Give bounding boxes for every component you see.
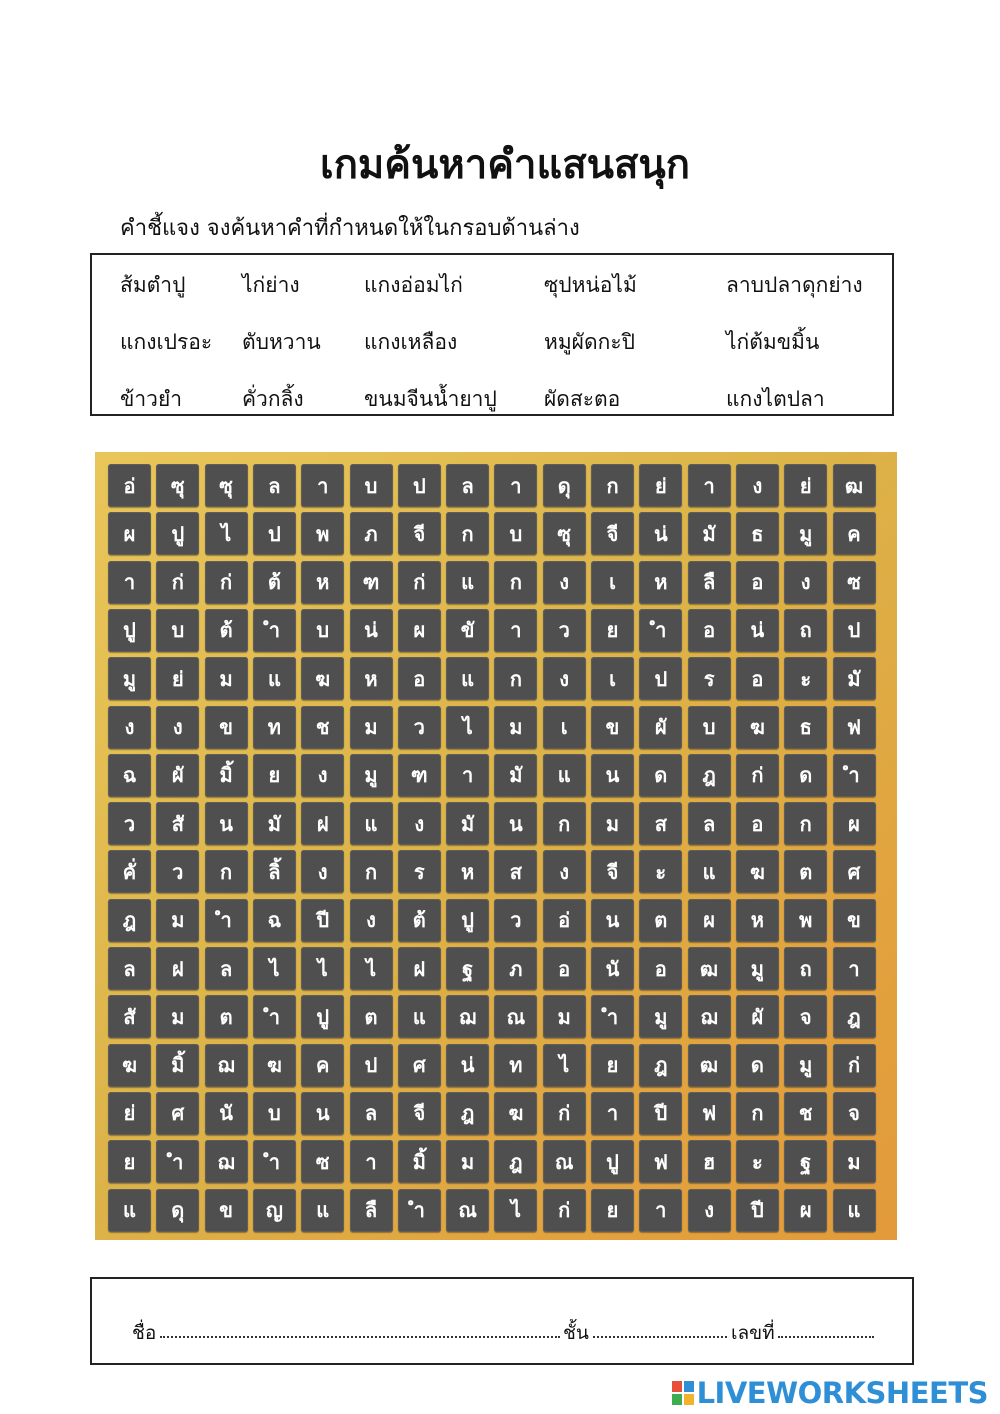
target-word: แกงเปรอะ [120, 330, 213, 354]
grid-cell[interactable]: แ [301, 1189, 344, 1232]
grid-cell[interactable]: ก่ [543, 1092, 586, 1135]
grid-cell[interactable]: ผ [398, 609, 441, 652]
grid-cell[interactable]: า [494, 609, 537, 652]
grid-cell[interactable]: ณ [494, 995, 537, 1038]
grid-cell[interactable]: ง [784, 561, 827, 604]
grid-cell[interactable]: ต้ [398, 899, 441, 942]
grid-cell[interactable]: อ [543, 947, 586, 990]
grid-cell[interactable]: ห [301, 561, 344, 604]
grid-cell[interactable]: ฎ [108, 899, 151, 942]
grid-cell[interactable]: ปู [446, 899, 489, 942]
grid-cell[interactable]: ลิ้ [253, 850, 296, 893]
grid-cell[interactable]: แ [833, 1189, 876, 1232]
target-word: ตับหวาน [242, 330, 321, 354]
grid-cell[interactable]: ณ [543, 1140, 586, 1183]
grid-cell[interactable]: ย [108, 1140, 151, 1183]
class-field[interactable] [593, 1336, 727, 1338]
grid-cell[interactable]: ฌ [688, 995, 731, 1038]
number-label: เลขที่ [731, 1322, 775, 1344]
number-field[interactable] [778, 1336, 874, 1338]
grid-cell[interactable]: ล [108, 947, 151, 990]
grid-cell[interactable]: น [591, 899, 634, 942]
grid-cell[interactable]: ะ [736, 1140, 779, 1183]
grid-cell[interactable]: ณ [446, 1189, 489, 1232]
grid-cell[interactable]: ไ [205, 512, 248, 555]
grid-cell[interactable]: ธ [736, 512, 779, 555]
grid-cell[interactable]: จ [833, 1092, 876, 1135]
grid-cell[interactable]: ง [398, 802, 441, 845]
grid-cell[interactable]: ซุ [156, 464, 199, 507]
grid-cell[interactable]: ฌ [205, 1140, 248, 1183]
grid-cell[interactable]: ดุ [156, 1189, 199, 1232]
grid-cell[interactable]: ป [833, 609, 876, 652]
grid-cell[interactable]: ำ [253, 609, 296, 652]
grid-cell[interactable]: ส [639, 802, 682, 845]
grid-cell[interactable]: ห [350, 657, 393, 700]
grid-cell[interactable]: ว [156, 850, 199, 893]
grid-cell[interactable]: ผ [833, 802, 876, 845]
grid-cell[interactable]: ฉ [108, 754, 151, 797]
grid-cell[interactable]: ล [688, 802, 731, 845]
grid-cell[interactable]: แ [398, 995, 441, 1038]
grid-cell[interactable]: น [591, 754, 634, 797]
grid-cell[interactable]: ง [543, 561, 586, 604]
grid-cell[interactable]: อ [736, 561, 779, 604]
grid-cell[interactable]: ก [350, 850, 393, 893]
grid-cell[interactable]: ท [253, 706, 296, 749]
grid-cell[interactable]: แ [108, 1189, 151, 1232]
grid-cell[interactable]: ง [350, 899, 393, 942]
grid-cell[interactable]: อ [688, 609, 731, 652]
grid-cell[interactable]: ช [784, 1092, 827, 1135]
grid-cell[interactable]: ง [736, 464, 779, 507]
grid-cell[interactable]: ำ [156, 1140, 199, 1183]
grid-cell[interactable]: อ่ [108, 464, 151, 507]
grid-cell[interactable]: ฉ [253, 899, 296, 942]
target-word: หมูผัดกะปิ [544, 330, 635, 354]
grid-cell[interactable]: ย [591, 609, 634, 652]
grid-cell[interactable]: อ [736, 657, 779, 700]
grid-cell[interactable]: บ [688, 706, 731, 749]
grid-cell[interactable]: ก [784, 802, 827, 845]
grid-cell[interactable]: า [591, 1092, 634, 1135]
grid-cell[interactable]: ป [253, 512, 296, 555]
grid-cell[interactable]: คั่ [108, 850, 151, 893]
grid-cell[interactable]: เ [591, 657, 634, 700]
grid-cell[interactable]: มู [639, 995, 682, 1038]
grid-cell[interactable]: ก่ [205, 561, 248, 604]
grid-cell[interactable]: แ [350, 802, 393, 845]
grid-cell[interactable]: ง [108, 706, 151, 749]
grid-cell[interactable]: ห [736, 899, 779, 942]
grid-cell[interactable]: ญ [253, 1189, 296, 1232]
grid-cell[interactable]: แ [543, 754, 586, 797]
grid-cell[interactable]: ข [591, 706, 634, 749]
grid-cell[interactable]: ฆ [108, 1044, 151, 1087]
grid-cell[interactable]: ย่ [156, 657, 199, 700]
grid-cell[interactable]: ฆ [736, 850, 779, 893]
grid-cell[interactable]: พ [301, 512, 344, 555]
grid-cell[interactable]: ฑ [350, 561, 393, 604]
grid-cell[interactable]: ด [736, 1044, 779, 1087]
grid-cell[interactable]: ก่ [156, 561, 199, 604]
grid-cell[interactable]: ย [253, 754, 296, 797]
grid-cell[interactable]: ฆ [494, 1092, 537, 1135]
grid-cell[interactable]: ฟ [833, 706, 876, 749]
grid-cell[interactable]: ข [833, 899, 876, 942]
grid-cell[interactable]: า [688, 464, 731, 507]
grid-cell[interactable]: แ [688, 850, 731, 893]
target-word: ไก่ต้มขมิ้น [726, 330, 820, 354]
grid-cell[interactable]: ธ [784, 706, 827, 749]
grid-cell[interactable]: มั [494, 754, 537, 797]
grid-cell[interactable]: ไ [253, 947, 296, 990]
grid-cell[interactable]: น [301, 1092, 344, 1135]
grid-cell[interactable]: ก [543, 802, 586, 845]
grid-cell[interactable]: ศ [156, 1092, 199, 1135]
word-search-grid [95, 452, 897, 1240]
grid-cell[interactable]: ย่ [639, 464, 682, 507]
grid-cell[interactable]: ก [591, 464, 634, 507]
grid-cell[interactable]: ม [494, 706, 537, 749]
grid-cell[interactable]: ม [205, 657, 248, 700]
grid-cell[interactable]: ฝ [398, 947, 441, 990]
class-label: ชั้น [563, 1322, 589, 1344]
grid-cell[interactable]: า [639, 1189, 682, 1232]
grid-cell[interactable]: ล [350, 1092, 393, 1135]
grid-cell[interactable]: เ [543, 706, 586, 749]
grid-cell[interactable]: แ [446, 657, 489, 700]
worksheet-title: เกมค้นหาคำแสนสนุก [320, 142, 690, 188]
grid-cell[interactable]: ปู [591, 1140, 634, 1183]
grid-cell[interactable]: ม [833, 1140, 876, 1183]
grid-cell[interactable]: ถ [784, 947, 827, 990]
grid-cell[interactable]: บ [301, 609, 344, 652]
grid-cell[interactable]: ฒ [688, 1044, 731, 1087]
grid-cell[interactable]: ปู [156, 512, 199, 555]
grid-cell[interactable]: ศ [833, 850, 876, 893]
grid-cell[interactable]: า [446, 754, 489, 797]
grid-cell[interactable]: น่ [736, 609, 779, 652]
grid-cell[interactable]: น [205, 802, 248, 845]
grid-cell[interactable]: ปี [736, 1189, 779, 1232]
grid-cell[interactable]: ฑ [398, 754, 441, 797]
grid-cell[interactable]: ง [543, 850, 586, 893]
grid-cell[interactable]: ฎ [688, 754, 731, 797]
grid-cell[interactable]: อ [736, 802, 779, 845]
target-word: แกงเหลือง [364, 330, 458, 354]
instruction-text: คำชี้แจง จงค้นหาคำที่กำหนดให้ในกรอบด้านล่าง [120, 216, 580, 241]
grid-cell[interactable]: ร [398, 850, 441, 893]
target-word: แกงไตปลา [726, 387, 825, 411]
logo-text: LIVEWORKSHEETS [696, 1376, 988, 1410]
grid-cell[interactable]: มู [350, 754, 393, 797]
grid-cell[interactable]: มั [833, 657, 876, 700]
grid-cell[interactable]: ล [253, 464, 296, 507]
grid-cell[interactable]: ฐ [446, 947, 489, 990]
grid-cell[interactable]: ต [205, 995, 248, 1038]
grid-cell[interactable]: ร [688, 657, 731, 700]
grid-cell[interactable]: จี [398, 1092, 441, 1135]
grid-cell[interactable]: เ [591, 561, 634, 604]
grid-cell[interactable]: ฒ [688, 947, 731, 990]
grid-cell[interactable]: ก [494, 657, 537, 700]
grid-cell[interactable]: ซ [833, 561, 876, 604]
grid-cell[interactable]: ต [784, 850, 827, 893]
grid-cell[interactable]: บ [156, 609, 199, 652]
grid-cell[interactable]: ว [543, 609, 586, 652]
grid-cell[interactable]: อ [398, 657, 441, 700]
grid-cell[interactable]: ก [494, 561, 537, 604]
grid-cell[interactable]: ป [398, 464, 441, 507]
grid-cell[interactable]: ม [591, 802, 634, 845]
grid-cell[interactable]: ก่ [736, 754, 779, 797]
liveworksheets-logo [672, 1376, 988, 1410]
grid-cell[interactable]: ำ [253, 1140, 296, 1183]
grid-cell[interactable]: ง [156, 706, 199, 749]
grid-cell[interactable]: อ่ [543, 899, 586, 942]
grid-cell[interactable]: ง [543, 657, 586, 700]
grid-cell[interactable]: ต้ [205, 609, 248, 652]
target-word: ผัดสะตอ [544, 387, 621, 411]
grid-cell[interactable]: ว [494, 899, 537, 942]
grid-cell[interactable]: ผั [639, 706, 682, 749]
grid-cell[interactable]: ข [205, 1189, 248, 1232]
grid-cell[interactable]: ฆ [301, 657, 344, 700]
grid-cell[interactable]: ผั [736, 995, 779, 1038]
grid-cell[interactable]: มู [108, 657, 151, 700]
logo-squares-icon [672, 1381, 694, 1405]
grid-cell[interactable]: ะ [639, 850, 682, 893]
grid-cell[interactable]: บ [253, 1092, 296, 1135]
grid-cell[interactable]: สั [156, 802, 199, 845]
grid-cell[interactable]: จี [591, 512, 634, 555]
target-word: ซุปหน่อไม้ [544, 273, 637, 297]
grid-cell[interactable]: พ [784, 899, 827, 942]
grid-cell[interactable]: ต้ [253, 561, 296, 604]
grid-cell[interactable]: ฐ [784, 1140, 827, 1183]
grid-cell[interactable]: ผ [688, 899, 731, 942]
grid-cell[interactable]: ป [350, 1044, 393, 1087]
grid-cell[interactable]: ด [639, 754, 682, 797]
name-field[interactable] [160, 1336, 560, 1338]
grid-cell[interactable]: แ [253, 657, 296, 700]
grid-cell[interactable]: มิ้ [156, 1044, 199, 1087]
grid-cell[interactable]: ค [833, 512, 876, 555]
grid-cell[interactable]: ฌ [446, 995, 489, 1038]
grid-cell[interactable]: ผ [784, 1189, 827, 1232]
grid-cell[interactable]: ว [398, 706, 441, 749]
target-word: แกงอ่อมไก่ [364, 273, 463, 297]
grid-cell[interactable]: จี [398, 512, 441, 555]
grid-cell[interactable]: ภ [350, 512, 393, 555]
grid-cell[interactable]: ฎ [639, 1044, 682, 1087]
grid-cell[interactable]: ปู [108, 609, 151, 652]
grid-cell[interactable]: มิ้ [205, 754, 248, 797]
grid-cell[interactable]: นั [591, 947, 634, 990]
grid-cell[interactable]: ง [301, 754, 344, 797]
grid-cell[interactable]: ย [591, 1044, 634, 1087]
grid-cell[interactable]: น [494, 802, 537, 845]
grid-cell[interactable]: ข [205, 706, 248, 749]
grid-cell[interactable]: ปี [639, 1092, 682, 1135]
grid-cell[interactable]: ว [108, 802, 151, 845]
grid-cell[interactable]: มู [784, 1044, 827, 1087]
grid-cell[interactable]: ฆ [253, 1044, 296, 1087]
grid-cell[interactable]: ต [639, 899, 682, 942]
grid-cell[interactable]: า [108, 561, 151, 604]
grid-cell[interactable]: ล [446, 464, 489, 507]
target-word: คั่วกลิ้ง [242, 387, 304, 411]
grid-cell[interactable]: ฎ [446, 1092, 489, 1135]
target-word: ลาบปลาดุกย่าง [726, 273, 863, 297]
grid-cell[interactable]: จี [591, 850, 634, 893]
grid-cell[interactable]: ไ [494, 1189, 537, 1232]
grid-cell[interactable]: ผ [108, 512, 151, 555]
grid-cell[interactable]: ย่ [784, 464, 827, 507]
grid-cell[interactable]: ง [688, 1189, 731, 1232]
grid-cell[interactable]: ย [591, 1189, 634, 1232]
grid-cell[interactable]: ซุ [543, 512, 586, 555]
grid-cell[interactable]: ฌ [205, 1044, 248, 1087]
grid-cell[interactable]: ส [494, 850, 537, 893]
grid-cell[interactable]: ดุ [543, 464, 586, 507]
grid-cell[interactable]: บ [350, 464, 393, 507]
target-word: ไก่ย่าง [242, 273, 300, 297]
grid-cell[interactable]: ซุ [205, 464, 248, 507]
grid-cell[interactable]: แ [446, 561, 489, 604]
grid-cell[interactable]: ห [446, 850, 489, 893]
grid-cell[interactable]: ขั [446, 609, 489, 652]
grid-cell[interactable]: น่ [446, 1044, 489, 1087]
grid-cell[interactable]: ท [494, 1044, 537, 1087]
grid-cell[interactable]: า [350, 1140, 393, 1183]
grid-cell[interactable]: ม [446, 1140, 489, 1183]
grid-cell[interactable]: ลื [688, 561, 731, 604]
grid-cell[interactable]: ก [446, 512, 489, 555]
grid-cell[interactable]: ผั [156, 754, 199, 797]
grid-cell[interactable]: มั [253, 802, 296, 845]
grid-cell[interactable]: บ [494, 512, 537, 555]
grid-cell[interactable]: ำ [833, 754, 876, 797]
grid-cell[interactable]: มู [736, 947, 779, 990]
grid-cell[interactable]: ก [205, 850, 248, 893]
grid-cell[interactable]: ถ [784, 609, 827, 652]
grid-cell[interactable]: ฝ [156, 947, 199, 990]
grid-cell[interactable]: จ [784, 995, 827, 1038]
grid-cell[interactable]: ำ [205, 899, 248, 942]
grid-cell[interactable]: า [494, 464, 537, 507]
grid-cell[interactable]: สั [108, 995, 151, 1038]
grid-cell[interactable]: ฟ [639, 1140, 682, 1183]
student-info-box [90, 1277, 914, 1365]
grid-cell[interactable]: ม [156, 995, 199, 1038]
grid-cell[interactable]: ง [301, 850, 344, 893]
target-word: ส้มตำปู [120, 273, 186, 297]
grid-cell[interactable]: มั [688, 512, 731, 555]
grid-cell[interactable]: ก่ [833, 1044, 876, 1087]
grid-cell[interactable]: ต [350, 995, 393, 1038]
grid-cell[interactable]: น่ [639, 512, 682, 555]
name-label: ชื่อ [132, 1322, 157, 1344]
grid-cell[interactable]: มิ้ [398, 1140, 441, 1183]
grid-cell[interactable]: ศ [398, 1044, 441, 1087]
grid-cell[interactable]: ไ [543, 1044, 586, 1087]
grid-cell[interactable]: น่ [350, 609, 393, 652]
grid-cell[interactable]: ม [156, 899, 199, 942]
grid-cell[interactable]: มู [784, 512, 827, 555]
grid-cell[interactable]: ม [350, 706, 393, 749]
grid-cell[interactable]: มั [446, 802, 489, 845]
grid-cell[interactable]: ฎ [833, 995, 876, 1038]
grid-cell[interactable]: ำ [591, 995, 634, 1038]
grid-cell[interactable]: ป [639, 657, 682, 700]
grid-cell[interactable]: ช [301, 706, 344, 749]
grid-cell[interactable]: ฎ [494, 1140, 537, 1183]
grid-cell[interactable]: ำ [253, 995, 296, 1038]
grid-cell[interactable]: ซ [301, 1140, 344, 1183]
grid-cell[interactable]: ฒ [833, 464, 876, 507]
grid-cell[interactable]: นั [205, 1092, 248, 1135]
grid-cell[interactable]: ปู [301, 995, 344, 1038]
word-list-box [90, 253, 894, 416]
grid-cell[interactable]: ก่ [398, 561, 441, 604]
grid-cell[interactable]: ภ [494, 947, 537, 990]
grid-cell[interactable]: ไ [301, 947, 344, 990]
grid-cell[interactable]: ฟ [688, 1092, 731, 1135]
grid-cell[interactable]: ำ [639, 609, 682, 652]
grid-cell[interactable]: ะ [784, 657, 827, 700]
grid-cell[interactable]: า [833, 947, 876, 990]
grid-cell[interactable]: ค [301, 1044, 344, 1087]
grid-cell[interactable]: ไ [350, 947, 393, 990]
grid-cell[interactable]: ย่ [108, 1092, 151, 1135]
grid-cell[interactable]: ก [736, 1092, 779, 1135]
grid-cell[interactable]: ำ [398, 1189, 441, 1232]
grid-cell[interactable]: ม [543, 995, 586, 1038]
grid-cell[interactable]: ล [205, 947, 248, 990]
grid-cell[interactable]: ลื [350, 1189, 393, 1232]
grid-cell[interactable]: า [301, 464, 344, 507]
grid-cell[interactable]: ฆ [736, 706, 779, 749]
grid-cell[interactable]: ด [784, 754, 827, 797]
grid-cell[interactable]: ปี [301, 899, 344, 942]
grid-cell[interactable]: ห [639, 561, 682, 604]
grid-cell[interactable]: ฝ [301, 802, 344, 845]
target-word: ข้าวยำ [120, 387, 183, 411]
target-word: ขนมจีนน้ำยาปู [364, 387, 497, 411]
grid-cell[interactable]: อ [639, 947, 682, 990]
grid-cell[interactable]: ก่ [543, 1189, 586, 1232]
grid-cell[interactable]: ฮ [688, 1140, 731, 1183]
grid-cell[interactable]: ไ [446, 706, 489, 749]
